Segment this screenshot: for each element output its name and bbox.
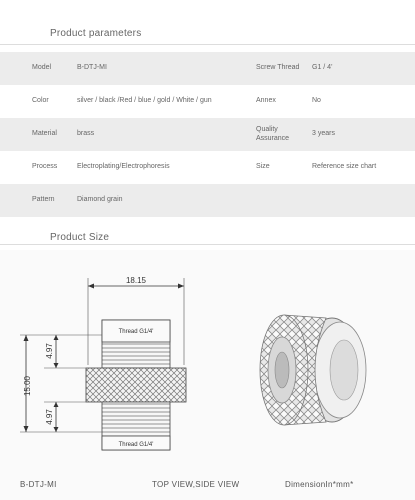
- caption-views: TOP VIEW,SIDE VIEW: [152, 480, 240, 489]
- param-value-2: G1 / 4': [312, 64, 333, 72]
- param-row-model: [0, 52, 415, 85]
- param-label: Color: [32, 97, 49, 105]
- param-row-color: [0, 85, 415, 118]
- param-value: B-DTJ-MI: [77, 64, 107, 72]
- caption-model: B-DTJ-MI: [20, 480, 57, 489]
- width-value: 18.15: [125, 276, 147, 285]
- param-label: Model: [32, 64, 52, 72]
- thread-label-top: Thread G1/4': [118, 329, 154, 335]
- param-label: Pattern: [32, 196, 55, 204]
- top-thread: [102, 320, 170, 368]
- size-drawing: [0, 250, 415, 480]
- thread-bottom-value: 4.97: [45, 409, 54, 425]
- size-divider: [0, 244, 415, 245]
- param-row-material: [0, 118, 415, 151]
- param-label-2: Annex: [256, 97, 276, 105]
- param-row-process: [0, 151, 415, 184]
- fitting-side-view: [260, 315, 366, 425]
- param-row-pattern: [0, 184, 415, 217]
- param-value-2: No: [312, 97, 321, 105]
- thread-bottom-dimension: [44, 402, 86, 432]
- param-label-2: [256, 184, 306, 217]
- bottom-thread: [102, 402, 170, 450]
- size-title: Product Size: [50, 232, 110, 243]
- param-value: Electroplating/Electrophoresis: [77, 163, 170, 171]
- param-value: brass: [77, 130, 95, 138]
- param-value-2: 3 years: [312, 130, 335, 138]
- param-label-2: Quality Assurance: [256, 125, 290, 142]
- param-label-2: Size: [256, 163, 270, 171]
- caption-units: DimensionIn*mm*: [285, 480, 354, 489]
- param-value: Diamond grain: [77, 196, 123, 204]
- param-value: silver / black /Red / blue / gold / White / gun: [77, 97, 212, 105]
- thread-top-dimension: [44, 335, 86, 368]
- height-value: 15.00: [23, 375, 32, 397]
- knurled-body: [86, 368, 186, 402]
- thread-label-bottom: Thread G1/4': [118, 442, 154, 448]
- parameters-title: Product parameters: [50, 28, 142, 39]
- param-label: Process: [32, 163, 58, 171]
- thread-top-value: 4.97: [45, 343, 54, 359]
- param-label-2: Screw Thread: [256, 64, 300, 72]
- param-value-2: Reference size chart: [312, 163, 377, 171]
- parameters-divider: [0, 44, 415, 45]
- param-label: Material: [32, 130, 57, 138]
